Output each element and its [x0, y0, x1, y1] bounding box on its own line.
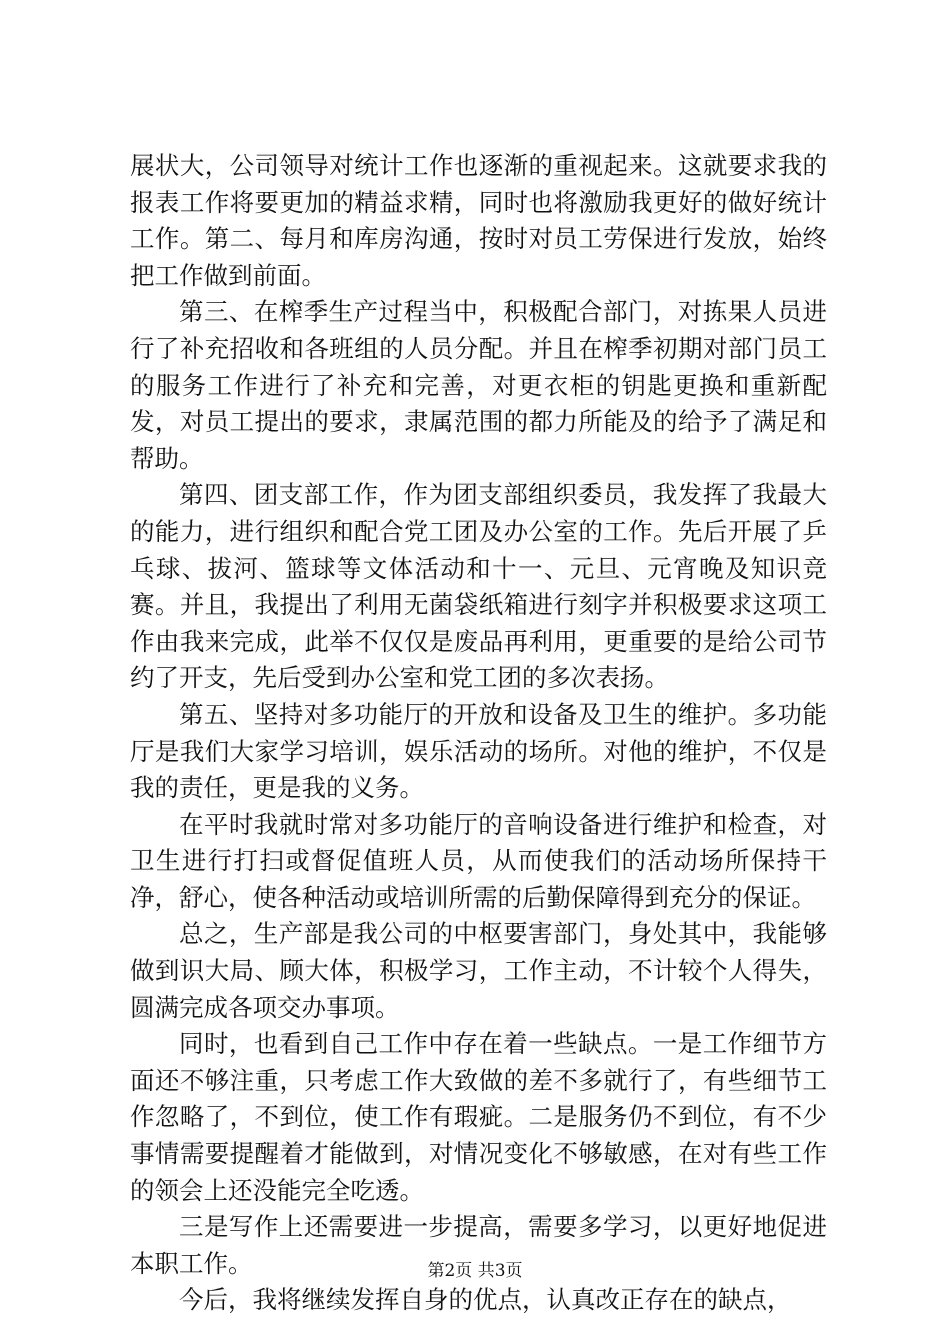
paragraph-7: 同时，也看到自己工作中存在着一些缺点。一是工作细节方面还不够注重，只考虑工作大致做的差不多就行了，有些细节工作忽略了，不到位，使工作有瑕疵。二是服务仍不到位，有不少事情需要提醒着才能做到，对情况变化不够敏感，在对有些工作的领会上还没能完全吃透。: [130, 1029, 827, 1205]
paragraph-1: 展状大，公司领导对统计工作也逐渐的重视起来。这就要求我的报表工作将要更加的精益求精，同时也将激励我更好的做好统计工作。第二、每月和库房沟通，按时对员工劳保进行发放，始终把工作做到前面。: [130, 151, 827, 290]
paragraph-2: 第三、在榨季生产过程当中，积极配合部门，对拣果人员进行了补充招收和各班组的人员分配。并且在榨季初期对部门员工的服务工作进行了补充和完善，对更衣柜的钥匙更换和重新配发，对员工提出的要求，隶属范围的都力所能及的给予了满足和帮助。: [130, 297, 827, 473]
paragraph-9: 今后，我将继续发挥自身的优点，认真改正存在的缺点，: [179, 1285, 792, 1315]
paragraph-4: 第五、坚持对多功能厅的开放和设备及卫生的维护。多功能厅是我们大家学习培训，娱乐活动的场所。对他的维护，不仅是我的责任，更是我的义务。: [130, 699, 827, 803]
paragraph-5: 在平时我就时常对多功能厅的音响设备进行维护和检查，对卫生进行打扫或督促值班人员，从而使我们的活动场所保持干净，舒心，使各种活动或培训所需的后勤保障得到充分的保证。: [130, 809, 827, 912]
paragraph-8: 三是写作上还需要进一步提高，需要多学习，以更好地促进本职工作。: [130, 1212, 827, 1278]
paragraph-3: 第四、团支部工作，作为团支部组织委员，我发挥了我最大的能力，进行组织和配合党工团及办公室的工作。先后开展了乒乓球、拔河、篮球等文体活动和十一、元旦、元宵晚及知识竞赛。并且，我提出了利用无菌袋纸箱进行刻字并积极要求这项工作由我来完成，此举不仅仅是废品再利用，更重要的是给公司节约了开支，先后受到办公室和党工团的多次表扬。: [130, 480, 827, 693]
page-number-footer: 第2页 共3页: [427, 1261, 523, 1281]
document-body: [130, 148, 827, 1319]
paragraph-6: 总之，生产部是我公司的中枢要害部门，身处其中，我能够做到识大局、顾大体，积极学习，工作主动，不计较个人得失，圆满完成各项交办事项。: [130, 919, 827, 1022]
